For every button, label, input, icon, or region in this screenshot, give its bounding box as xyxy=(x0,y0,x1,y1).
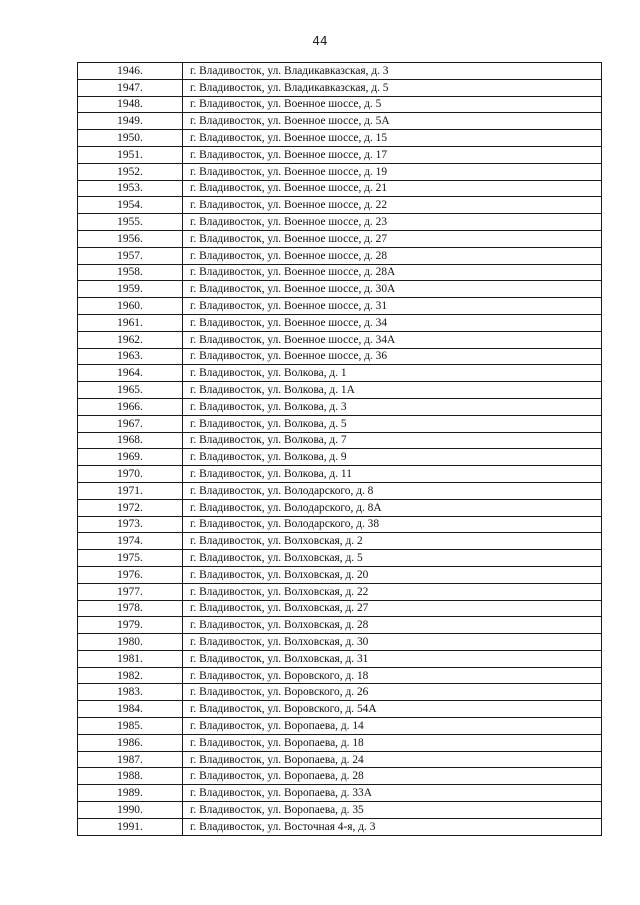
table-row xyxy=(78,398,602,415)
row-address: г. Владивосток, ул. Военное шоссе, д. 34А xyxy=(183,331,602,348)
row-address: г. Владивосток, ул. Волкова, д. 5 xyxy=(183,415,602,432)
row-address: г. Владивосток, ул. Волховская, д. 22 xyxy=(183,583,602,600)
table-row xyxy=(78,785,602,802)
row-address: г. Владивосток, ул. Воропаева, д. 33А xyxy=(183,785,602,802)
table-row xyxy=(78,281,602,298)
row-address: г. Владивосток, ул. Волкова, д. 11 xyxy=(183,466,602,483)
table-row xyxy=(78,197,602,214)
row-address: г. Владивосток, ул. Военное шоссе, д. 34 xyxy=(183,314,602,331)
table-row xyxy=(78,130,602,147)
row-address: г. Владивосток, ул. Волховская, д. 20 xyxy=(183,566,602,583)
table-row xyxy=(78,802,602,819)
row-number: 1970. xyxy=(78,466,183,483)
row-number: 1979. xyxy=(78,617,183,634)
table-row xyxy=(78,566,602,583)
row-number: 1955. xyxy=(78,214,183,231)
row-number: 1946. xyxy=(78,63,183,80)
row-number: 1975. xyxy=(78,550,183,567)
row-address: г. Владивосток, ул. Военное шоссе, д. 19 xyxy=(183,163,602,180)
row-number: 1988. xyxy=(78,768,183,785)
page-number: 44 xyxy=(312,34,328,48)
row-address: г. Владивосток, ул. Воропаева, д. 35 xyxy=(183,802,602,819)
table-row xyxy=(78,684,602,701)
row-number: 1950. xyxy=(78,130,183,147)
table-row xyxy=(78,466,602,483)
table-row xyxy=(78,650,602,667)
row-number: 1986. xyxy=(78,734,183,751)
row-number: 1971. xyxy=(78,482,183,499)
row-address: г. Владивосток, ул. Военное шоссе, д. 5А xyxy=(183,113,602,130)
row-address: г. Владивосток, ул. Военное шоссе, д. 31 xyxy=(183,298,602,315)
row-address: г. Владивосток, ул. Военное шоссе, д. 23 xyxy=(183,214,602,231)
row-address: г. Владивосток, ул. Волховская, д. 2 xyxy=(183,533,602,550)
row-number: 1966. xyxy=(78,398,183,415)
table-row xyxy=(78,79,602,96)
row-number: 1990. xyxy=(78,802,183,819)
row-number: 1983. xyxy=(78,684,183,701)
table-row xyxy=(78,583,602,600)
table-row xyxy=(78,449,602,466)
row-number: 1980. xyxy=(78,634,183,651)
row-address: г. Владивосток, ул. Воропаева, д. 28 xyxy=(183,768,602,785)
row-number: 1961. xyxy=(78,314,183,331)
address-table xyxy=(77,62,602,836)
table-row xyxy=(78,550,602,567)
row-number: 1973. xyxy=(78,516,183,533)
row-address: г. Владивосток, ул. Волховская, д. 28 xyxy=(183,617,602,634)
row-number: 1957. xyxy=(78,247,183,264)
table-row xyxy=(78,298,602,315)
table-row xyxy=(78,247,602,264)
row-number: 1965. xyxy=(78,382,183,399)
table-row xyxy=(78,365,602,382)
table-row xyxy=(78,96,602,113)
table-row xyxy=(78,314,602,331)
row-address: г. Владивосток, ул. Воровского, д. 26 xyxy=(183,684,602,701)
row-number: 1959. xyxy=(78,281,183,298)
row-number: 1952. xyxy=(78,163,183,180)
row-address: г. Владивосток, ул. Володарского, д. 8 xyxy=(183,482,602,499)
row-number: 1956. xyxy=(78,230,183,247)
table-row xyxy=(78,499,602,516)
table-row xyxy=(78,751,602,768)
row-number: 1954. xyxy=(78,197,183,214)
row-number: 1958. xyxy=(78,264,183,281)
row-number: 1968. xyxy=(78,432,183,449)
row-address: г. Владивосток, ул. Волкова, д. 1А xyxy=(183,382,602,399)
table-row xyxy=(78,214,602,231)
row-number: 1991. xyxy=(78,818,183,835)
table-row xyxy=(78,163,602,180)
table-row xyxy=(78,264,602,281)
row-number: 1947. xyxy=(78,79,183,96)
table-row xyxy=(78,667,602,684)
row-address: г. Владивосток, ул. Волховская, д. 5 xyxy=(183,550,602,567)
row-address: г. Владивосток, ул. Волховская, д. 31 xyxy=(183,650,602,667)
row-number: 1974. xyxy=(78,533,183,550)
row-number: 1972. xyxy=(78,499,183,516)
row-address: г. Владивосток, ул. Володарского, д. 8А xyxy=(183,499,602,516)
row-address: г. Владивосток, ул. Военное шоссе, д. 21 xyxy=(183,180,602,197)
row-address: г. Владивосток, ул. Воропаева, д. 18 xyxy=(183,734,602,751)
table-row xyxy=(78,230,602,247)
row-number: 1964. xyxy=(78,365,183,382)
table-row xyxy=(78,600,602,617)
row-address: г. Владивосток, ул. Военное шоссе, д. 5 xyxy=(183,96,602,113)
row-number: 1960. xyxy=(78,298,183,315)
table-row xyxy=(78,482,602,499)
table-row xyxy=(78,734,602,751)
row-address: г. Владивосток, ул. Волховская, д. 27 xyxy=(183,600,602,617)
table-row xyxy=(78,701,602,718)
row-number: 1967. xyxy=(78,415,183,432)
row-number: 1969. xyxy=(78,449,183,466)
row-address: г. Владивосток, ул. Владикавказская, д. 5 xyxy=(183,79,602,96)
table-row xyxy=(78,432,602,449)
row-address: г. Владивосток, ул. Володарского, д. 38 xyxy=(183,516,602,533)
row-address: г. Владивосток, ул. Волкова, д. 1 xyxy=(183,365,602,382)
address-table-body xyxy=(78,63,602,836)
row-number: 1981. xyxy=(78,650,183,667)
row-number: 1977. xyxy=(78,583,183,600)
row-address: г. Владивосток, ул. Волховская, д. 30 xyxy=(183,634,602,651)
row-address: г. Владивосток, ул. Восточная 4-я, д. 3 xyxy=(183,818,602,835)
table-row xyxy=(78,718,602,735)
row-address: г. Владивосток, ул. Волкова, д. 9 xyxy=(183,449,602,466)
row-number: 1951. xyxy=(78,146,183,163)
row-address: г. Владивосток, ул. Военное шоссе, д. 36 xyxy=(183,348,602,365)
row-address: г. Владивосток, ул. Военное шоссе, д. 27 xyxy=(183,230,602,247)
table-row xyxy=(78,617,602,634)
table-row xyxy=(78,768,602,785)
table-row xyxy=(78,146,602,163)
table-row xyxy=(78,382,602,399)
table-row xyxy=(78,180,602,197)
row-number: 1949. xyxy=(78,113,183,130)
row-address: г. Владивосток, ул. Военное шоссе, д. 15 xyxy=(183,130,602,147)
table-row xyxy=(78,63,602,80)
table-row xyxy=(78,533,602,550)
row-address: г. Владивосток, ул. Воропаева, д. 24 xyxy=(183,751,602,768)
table-row xyxy=(78,634,602,651)
row-address: г. Владивосток, ул. Военное шоссе, д. 17 xyxy=(183,146,602,163)
row-address: г. Владивосток, ул. Военное шоссе, д. 28 xyxy=(183,247,602,264)
row-number: 1982. xyxy=(78,667,183,684)
table-row xyxy=(78,415,602,432)
row-number: 1976. xyxy=(78,566,183,583)
row-number: 1987. xyxy=(78,751,183,768)
table-row xyxy=(78,516,602,533)
row-address: г. Владивосток, ул. Воропаева, д. 14 xyxy=(183,718,602,735)
row-number: 1948. xyxy=(78,96,183,113)
row-number: 1953. xyxy=(78,180,183,197)
row-number: 1978. xyxy=(78,600,183,617)
row-address: г. Владивосток, ул. Военное шоссе, д. 28А xyxy=(183,264,602,281)
row-address: г. Владивосток, ул. Волкова, д. 7 xyxy=(183,432,602,449)
row-number: 1962. xyxy=(78,331,183,348)
table-row xyxy=(78,331,602,348)
row-number: 1985. xyxy=(78,718,183,735)
row-number: 1963. xyxy=(78,348,183,365)
row-number: 1989. xyxy=(78,785,183,802)
row-address: г. Владивосток, ул. Военное шоссе, д. 30А xyxy=(183,281,602,298)
row-address: г. Владивосток, ул. Воровского, д. 54А xyxy=(183,701,602,718)
row-address: г. Владивосток, ул. Владикавказская, д. 3 xyxy=(183,63,602,80)
row-address: г. Владивосток, ул. Воровского, д. 18 xyxy=(183,667,602,684)
row-address: г. Владивосток, ул. Волкова, д. 3 xyxy=(183,398,602,415)
table-row xyxy=(78,348,602,365)
row-number: 1984. xyxy=(78,701,183,718)
row-address: г. Владивосток, ул. Военное шоссе, д. 22 xyxy=(183,197,602,214)
table-row xyxy=(78,818,602,835)
table-row xyxy=(78,113,602,130)
